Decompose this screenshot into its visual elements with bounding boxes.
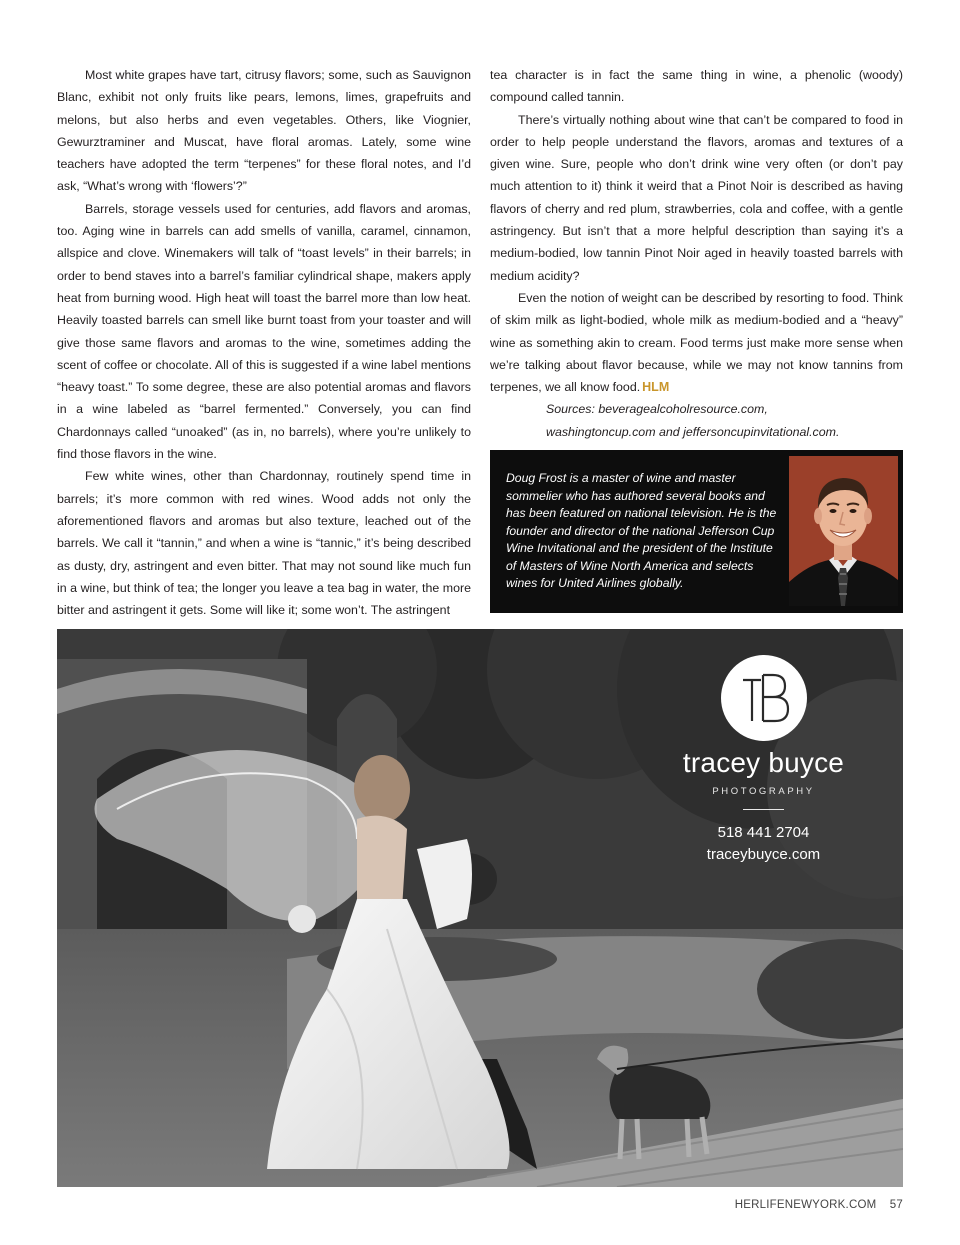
article-paragraph: There’s virtually nothing about wine that can’t be compared to food in order to help people understand the flavors, aromas and textures of a given wine. Sure, people who don’t drink wine very often (or don’t pay much attention to it) think it weird that a Pinot Noir is described as having flavors of cherry and red plum, strawberries, cola and coffee, with a gentle astringency. But isn’t that a more helpful description than saying it’s a medium-bodied, low tannin Pinot Noir aged in heavily toasted barrels with medium acidity?: [490, 112, 903, 283]
brand-logo: [721, 655, 807, 741]
article-paragraph: tea character is in fact the same thing in wine, a phenolic (woody) compound called tannin.: [490, 68, 903, 105]
article-paragraph: Few white wines, other than Chardonnay, routinely spend time in barrels; it’s more common with red wines. Wood adds not only the aforementioned flavors and aromas but also texture, leached out of the barrels. We call it “tannin,” and when a wine is “tannic,” it’s being described as dusty, dry, astringent and even bitter. That may not sound like much fun in a wine, but think of tea; the longer you leave a tea bag in water, the more bitter and astringent it gets. Some will like it; some won’t. The astringent: [57, 469, 471, 618]
brand-phone: 518 441 2704: [717, 824, 810, 841]
author-photo: [789, 456, 898, 606]
sources-line: washingtoncup.com and jeffersoncupinvitational.com.: [546, 424, 840, 439]
article-paragraph-final: [490, 287, 903, 398]
article-right-column: [490, 64, 903, 443]
article-left-column: [57, 64, 471, 621]
article-paragraph: Most white grapes have tart, citrusy flavors; some, such as Sauvignon Blanc, exhibit not only fruits like pears, lemons, limes, grapefruits and melons, but also herbs and even vegetables. Others, like Viognier, Gewurztraminer and Muscat, have floral aromas. Lately, some wine teachers have adopted the term “terpenes” for these floral notes, and I’d ask, “What’s wrong with ‘flowers’?”: [57, 68, 471, 194]
article-paragraph-text: Even the notion of weight can be described by resorting to food. Think of skim milk as light-bodied, whole milk as medium-bodied and a “heavy” wine as something akin to cream. Food terms just make more sense when we’re talking about flavor because, while we may not know tannins from terpenes, we all know food.: [490, 290, 903, 395]
article-paragraph: Barrels, storage vessels used for centuries, add flavors and aromas, too. Aging wine in barrels can add smells of vanilla, caramel, cinnamon, allspice and clove. Winemakers will talk of “toast levels” in their barrels; in order to bend staves into a barrel’s familiar cylindrical shape, makers apply heat from burning wood. High heat will toast the barrel more than low heat. Heavily toasted barrels can smell like burnt toast from your toaster and will give those same flavors and aromas to the wine, sometimes adding the scent of coffee or chocolate. All of this is suggested if a wine label mentions “heavy toast.” To some degree, these are also potential aromas and flavors in a wine labeled as “barrel fermented.” Conversely, you can find Chardonnays called “unoaked” (as in, no barrels), where you’re unlikely to find those flavors in the wine.: [57, 201, 471, 462]
author-bio-box: [490, 450, 903, 613]
photography-advertisement: [57, 629, 903, 1187]
page-footer: [735, 1199, 903, 1211]
brand-subtitle: PHOTOGRAPHY: [712, 786, 815, 797]
page-number: 57: [889, 1199, 903, 1211]
sources-line: Sources: beveragealcoholresource.com,: [546, 402, 768, 417]
brand-name: tracey buyce: [682, 747, 845, 778]
author-bio-text: Doug Frost is a master of wine and master sommelier who has authored several books and has been featured on national television. He is the founder and director of the national Jefferson Cup Wine Invitational and the president of the Institute of Masters of Wine North America and selects wines for United Airlines globally.: [506, 471, 777, 590]
footer-site: HERLIFENEWYORK.COM: [734, 1199, 877, 1211]
end-mark: HLM: [642, 380, 670, 395]
brand-website: traceybuyce.com: [706, 846, 821, 863]
brand-divider: [743, 809, 784, 810]
